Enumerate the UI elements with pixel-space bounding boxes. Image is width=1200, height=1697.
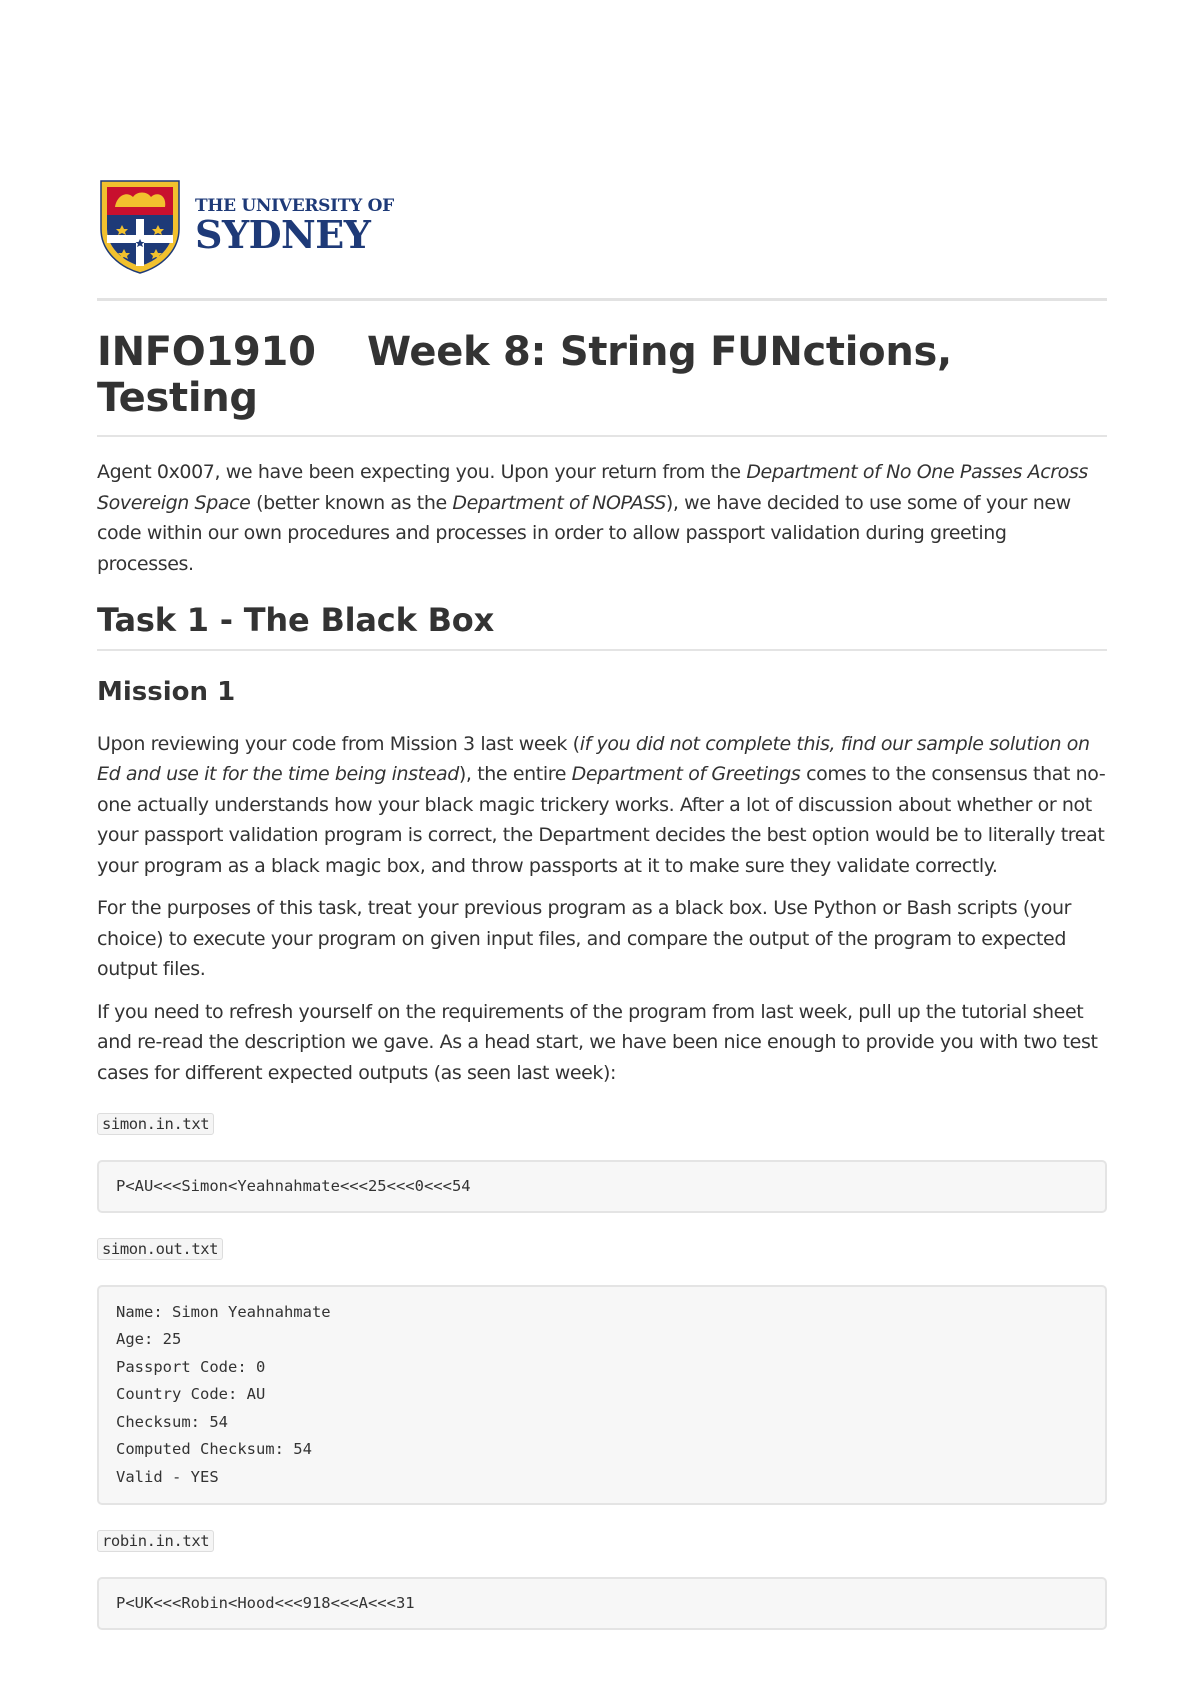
mission-paragraph-2: For the purposes of this task, treat your previous program as a black box. Use Python or Bash scripts (your choice) to execute your program on given input files, and compare the output of the program to expected output files. xyxy=(97,897,1071,981)
code-line: Age: 25 xyxy=(116,1330,182,1349)
code-line: Checksum: 54 xyxy=(116,1412,228,1431)
document-page xyxy=(97,176,1107,1630)
intro-paragraph xyxy=(97,457,1107,579)
m1-text-2: ), the entire xyxy=(458,763,572,786)
mission-paragraph-1 xyxy=(97,729,1107,882)
m1-emphasis-1: if you did not complete this, find our sample solution on Ed and use it for the time being instead xyxy=(97,732,1090,786)
intro-text-3: ), we have decided to use some of your new code within our own procedures and processes in order to allow passport validation during greeting processes. xyxy=(97,491,1071,575)
code-line: P<AU<<<Simon<Yeahnahmate<<<25<<<0<<<54 xyxy=(116,1176,471,1195)
header-divider xyxy=(97,298,1107,301)
intro-emphasis-1: Department of No One Passes Across Sovereign Space xyxy=(97,461,1088,514)
code-block-simon-in xyxy=(97,1160,1107,1214)
m1-text-1: Upon reviewing your code from Mission 3 last week ( xyxy=(97,732,580,755)
file-label xyxy=(97,1525,1107,1557)
m1-text-3: comes to the consensus that no-one actually understands how your black magic trickery works. After a lot of discussion about whether or not your passport validation program is correct, the Department decides the best option would be to literally treat your program as a black magic box, and throw passports at it to make sure they validate correctly. xyxy=(97,763,1106,877)
university-wordmark xyxy=(195,196,394,257)
logo-line-2: SYDNEY xyxy=(195,212,371,257)
code-line: Valid - YES xyxy=(116,1467,219,1486)
code-line: Computed Checksum: 54 xyxy=(116,1440,312,1459)
code-line: Passport Code: 0 xyxy=(116,1357,266,1376)
file-label xyxy=(97,1108,1107,1140)
filename-simon-out: simon.out.txt xyxy=(97,1238,223,1260)
code-block-robin-in xyxy=(97,1577,1107,1631)
university-crest-icon xyxy=(97,177,183,275)
task-heading: Task 1 - The Black Box xyxy=(97,601,495,639)
code-line: Name: Simon Yeahnahmate xyxy=(116,1302,331,1321)
filename-robin-in: robin.in.txt xyxy=(97,1530,214,1552)
intro-text-2: (better known as the xyxy=(250,491,453,514)
file-label xyxy=(97,1233,1107,1265)
logo-line-1: THE UNIVERSITY OF xyxy=(195,196,394,216)
mission-heading: Mission 1 xyxy=(97,677,236,708)
code-line: P<UK<<<Robin<Hood<<<918<<<A<<<31 xyxy=(116,1593,415,1612)
intro-text-1: Agent 0x007, we have been expecting you. Upon your return from the xyxy=(97,461,747,483)
code-line: Country Code: AU xyxy=(116,1385,266,1404)
m1-emphasis-2: Department of Greetings xyxy=(571,763,801,786)
filename-simon-in: simon.in.txt xyxy=(97,1113,214,1135)
mission-paragraph-3: If you need to refresh yourself on the requirements of the program from last week, pull up the tutorial sheet and re-read the description we gave. As a head start, we have been nice enough to provide you with two test cases for different expected outputs (as seen last week): xyxy=(97,1000,1098,1084)
intro-emphasis-2: Department of NOPASS xyxy=(452,491,666,514)
course-code: INFO1910 xyxy=(97,329,316,375)
university-logo xyxy=(97,176,1107,276)
task-divider xyxy=(97,649,1107,651)
title-divider xyxy=(97,435,1107,437)
code-block-simon-out xyxy=(97,1285,1107,1506)
week-title: Week 8: String FUNctions, Testing xyxy=(97,329,952,421)
page-title xyxy=(97,329,1107,421)
